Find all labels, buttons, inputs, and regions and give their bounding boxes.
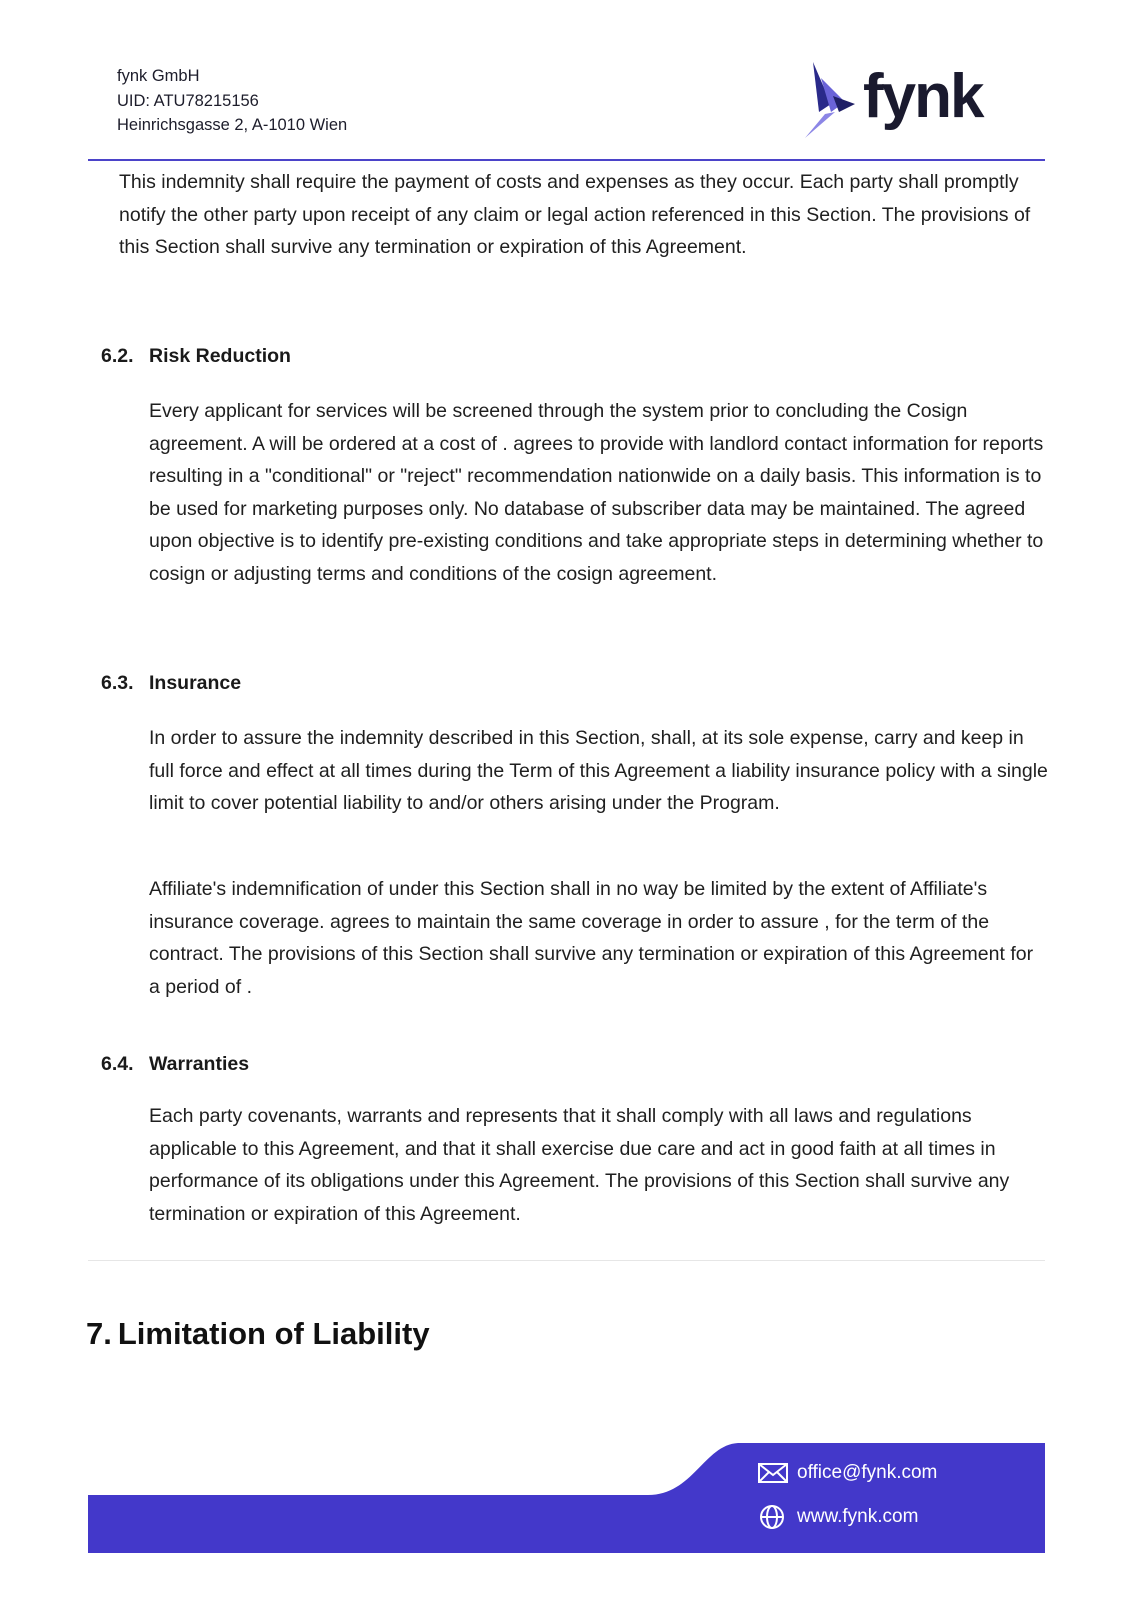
section-heading-limitation-of-liability [86,1316,430,1352]
section-title: Insurance [149,672,242,694]
section-title: Risk Reduction [149,345,291,367]
section-title: Warranties [149,1053,250,1075]
section-number: 6.4. [101,1053,134,1075]
company-info [117,64,347,138]
logo-wordmark: fynk [863,62,983,131]
risk-reduction-paragraph: Every applicant for services will be screened through the system prior to concluding the Cosign agreement. A will be ordered at a cost of . agrees to provide with landlord contact information for reports resulting in a "conditional" or "reject" recommendation nationwide on a daily basis. This information is to be used for marketing purposes only. No database of subscriber data may be maintained. The agreed upon objective is to identify pre-existing conditions and take appropriate steps in determining whether to cosign or adjusting terms and conditions of the cosign agreement. [149,400,1044,585]
section-heading-risk-reduction [101,345,291,368]
insurance-paragraph-2: Affiliate's indemnification of under this Section shall in no way be limited by the extent of Affiliate's insurance coverage. agrees to maintain the same coverage in order to assure , for the term of the contract. The provisions of this Section shall survive any termination or expiration of this Agreement for a period of . [149,878,1034,998]
envelope-icon [757,1460,789,1486]
footer-website[interactable] [757,1504,918,1530]
section-divider [88,1260,1045,1261]
section-title: Limitation of Liability [117,1316,430,1351]
section-heading-insurance [101,672,241,695]
insurance-paragraph-1: In order to assure the indemnity described in this Section, shall, at its sole expense, carry and keep in full force and effect at all times during the Term of this Agreement a liability insurance policy with a single limit to cover potential liability to and/or others arising under the Program. [149,727,1048,814]
fynk-logo [805,60,1005,144]
header-divider [88,159,1045,161]
footer-email[interactable] [757,1460,937,1486]
website-text: www.fynk.com [797,1506,919,1527]
company-uid: UID: ATU78215156 [117,91,259,110]
intro-paragraph: This indemnity shall require the payment of costs and expenses as they occur. Each party shall promptly notify the other party upon receipt of any claim or legal action referenced in this Section. The provisions of this Section shall survive any termination or expiration of this Agreement. [119,171,1031,258]
section-number: 7. [86,1316,112,1351]
section-number: 6.3. [101,672,134,694]
globe-icon [757,1504,789,1530]
warranties-paragraph: Each party covenants, warrants and represents that it shall comply with all laws and regulations applicable to this Agreement, and that it shall exercise due care and act in good faith at all times in performance of its obligations under this Agreement. The provisions of this Section shall survive any termination or expiration of this Agreement. [149,1105,1010,1225]
email-text: office@fynk.com [797,1462,938,1483]
section-number: 6.2. [101,345,134,367]
company-name: fynk GmbH [117,67,200,85]
bird-logo-icon [805,60,865,144]
section-heading-warranties [101,1053,249,1076]
company-address: Heinrichsgasse 2, A-1010 Wien [117,116,348,134]
